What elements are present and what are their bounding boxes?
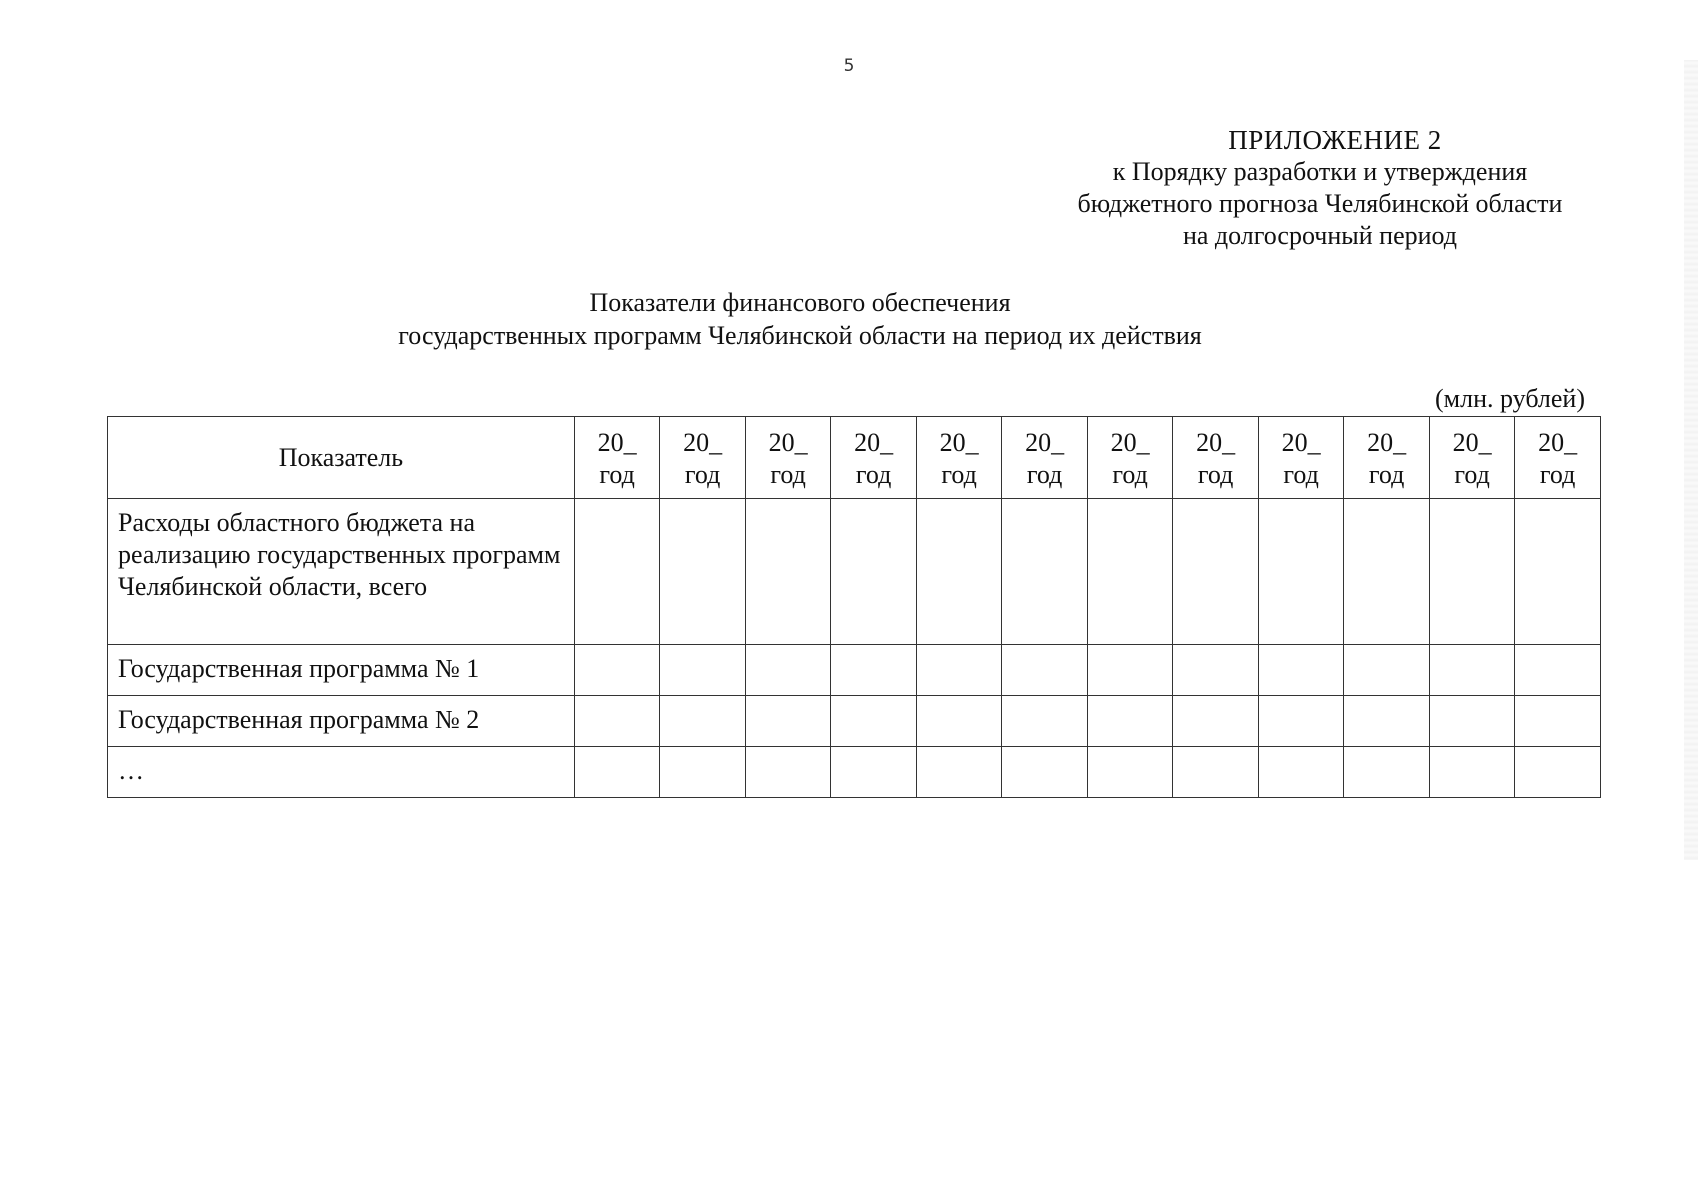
appendix-block [1030,124,1610,252]
value-cell [1344,747,1430,798]
document-title [300,286,1300,352]
row-label: Государственная программа № 1 [108,645,575,696]
header-year: 20_ год [1344,417,1430,499]
value-cell [745,747,831,798]
value-cell [831,696,917,747]
header-year: 20_ год [1173,417,1259,499]
value-cell [1173,499,1259,645]
table-row [108,645,1601,696]
value-cell [1087,499,1173,645]
row-label: Государственная программа № 2 [108,696,575,747]
value-cell [916,645,1002,696]
header-year: 20_ год [916,417,1002,499]
value-cell [1173,696,1259,747]
value-cell [1087,645,1173,696]
value-cell [831,747,917,798]
value-cell [1344,696,1430,747]
value-cell [1002,696,1088,747]
value-cell [1429,696,1515,747]
value-cell [1258,499,1344,645]
value-cell [1429,499,1515,645]
value-cell [1258,747,1344,798]
title-line-1: Показатели финансового обеспечения [589,288,1011,317]
header-year: 20_ год [1002,417,1088,499]
appendix-heading: ПРИЛОЖЕНИЕ 2 [1228,125,1442,155]
header-year: 20_ год [1515,417,1601,499]
value-cell [1344,645,1430,696]
table-row [108,499,1601,645]
value-cell [574,645,660,696]
header-year: 20_ год [1258,417,1344,499]
value-cell [1515,645,1601,696]
indicators-table [107,416,1601,798]
value-cell [1002,645,1088,696]
value-cell [1515,747,1601,798]
value-cell [1429,747,1515,798]
value-cell [660,747,746,798]
scan-edge-artifact [1684,60,1698,860]
value-cell [745,696,831,747]
value-cell [1515,696,1601,747]
value-cell [916,747,1002,798]
page-number: 5 [843,56,855,76]
value-cell [1002,747,1088,798]
value-cell [916,696,1002,747]
value-cell [574,696,660,747]
title-line-2: государственных программ Челябинской области на период их действия [398,321,1202,350]
row-label: Расходы областного бюджета на реализацию государственных программ Челябинской области, всего [108,499,575,645]
header-year: 20_ год [1429,417,1515,499]
value-cell [745,499,831,645]
value-cell [1515,499,1601,645]
value-cell [574,499,660,645]
value-cell [831,645,917,696]
value-cell [916,499,1002,645]
value-cell [660,696,746,747]
value-cell [1429,645,1515,696]
value-cell [745,645,831,696]
appendix-line-3: на долгосрочный период [1182,221,1458,250]
value-cell [1173,645,1259,696]
value-cell [1173,747,1259,798]
value-cell [1002,499,1088,645]
units-label: (млн. рублей) [1435,384,1585,413]
header-year: 20_ год [1087,417,1173,499]
value-cell [1258,645,1344,696]
value-cell [1087,696,1173,747]
value-cell [1258,696,1344,747]
value-cell [1087,747,1173,798]
value-cell [831,499,917,645]
value-cell [574,747,660,798]
header-year: 20_ год [745,417,831,499]
header-year: 20_ год [574,417,660,499]
table-header-row [108,417,1601,499]
header-year: 20_ год [660,417,746,499]
row-label: … [108,747,575,798]
header-year: 20_ год [831,417,917,499]
appendix-line-1: к Порядку разработки и утверждения [1112,157,1528,186]
value-cell [660,499,746,645]
table-row [108,696,1601,747]
table-row [108,747,1601,798]
value-cell [1344,499,1430,645]
appendix-line-2: бюджетного прогноза Челябинской области [1077,189,1563,218]
value-cell [660,645,746,696]
header-indicator: Показатель [108,417,575,499]
